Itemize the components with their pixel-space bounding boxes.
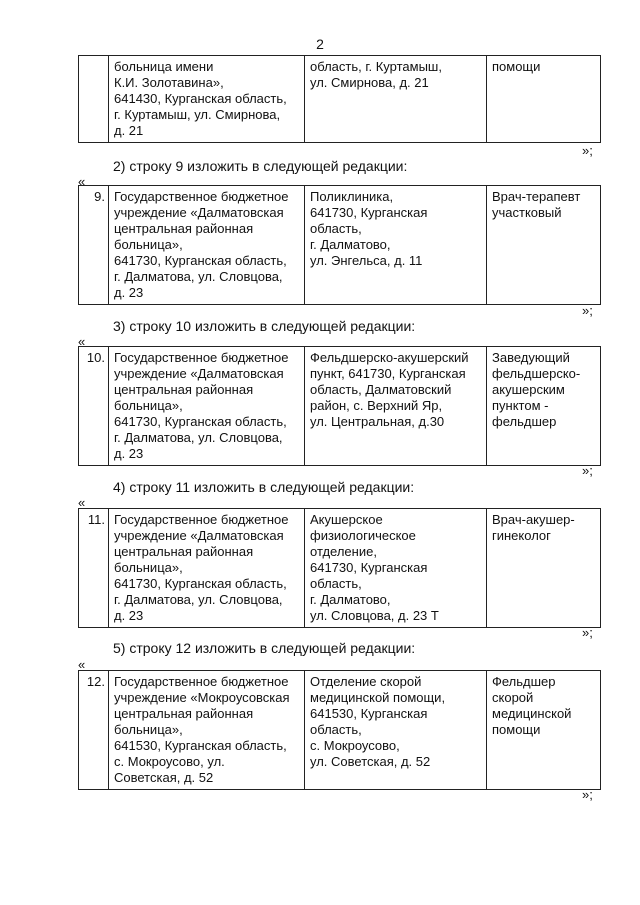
table-row-11 (78, 508, 601, 628)
organization-cell: Государственное бюджетное учреждение «Далматовская центральная районная больница», 641730, Курганская область, г. Далматова, ул. Словцова, д. 23 (109, 186, 305, 305)
row-number: 12. (79, 671, 109, 790)
organization-cell: Государственное бюджетное учреждение «Далматовская центральная районная больница», 641730, Курганская область, г. Далматова, ул. Словцова, д. 23 (109, 347, 305, 466)
opening-quote: « (78, 174, 86, 189)
location-cell: Отделение скорой медицинской помощи, 641530, Курганская область, с. Мокроусово, ул. Советская, д. 52 (305, 671, 487, 790)
page-number: 2 (316, 36, 324, 52)
row-number (79, 56, 109, 143)
table-row-12 (78, 670, 601, 790)
table-row (79, 56, 601, 143)
position-cell: помощи (487, 56, 601, 143)
opening-quote: « (78, 334, 86, 349)
organization-cell: Государственное бюджетное учреждение «Далматовская центральная районная больница», 641730, Курганская область, г. Далматова, ул. Словцова, д. 23 (109, 509, 305, 628)
organization-cell: больница имени К.И. Золотавина», 641430, Курганская область, г. Куртамыш, ул. Смирнова, д. 21 (109, 56, 305, 143)
row-number: 10. (79, 347, 109, 466)
closing-quote: »; (582, 303, 593, 318)
row-number: 11. (79, 509, 109, 628)
instruction-text: 5) строку 12 изложить в следующей редакции: (113, 640, 416, 656)
closing-quote: »; (582, 143, 593, 158)
position-cell: Заведующий фельдшерско- акушерским пунктом - фельдшер (487, 347, 601, 466)
closing-quote: »; (582, 463, 593, 478)
closing-quote: »; (582, 625, 593, 640)
table-row (79, 671, 601, 790)
opening-quote: « (78, 495, 86, 510)
row-number: 9. (79, 186, 109, 305)
position-cell: Врач-терапевт участковый (487, 186, 601, 305)
table-row-10 (78, 346, 601, 466)
table-fragment-1 (78, 55, 601, 143)
organization-cell: Государственное бюджетное учреждение «Мокроусовская центральная районная больница», 641530, Курганская область, с. Мокроусово, ул. Советская, д. 52 (109, 671, 305, 790)
table-row (79, 186, 601, 305)
location-cell: Фельдшерско-акушерский пункт, 641730, Курганская область, Далматовский район, с. Верхний Яр, ул. Центральная, д.30 (305, 347, 487, 466)
location-cell: область, г. Куртамыш, ул. Смирнова, д. 21 (305, 56, 487, 143)
position-cell: Врач-акушер- гинеколог (487, 509, 601, 628)
instruction-text: 4) строку 11 изложить в следующей редакции: (113, 479, 415, 495)
table-row-9 (78, 185, 601, 305)
location-cell: Поликлиника, 641730, Курганская область, г. Далматово, ул. Энгельса, д. 11 (305, 186, 487, 305)
closing-quote: »; (582, 787, 593, 802)
instruction-text: 3) строку 10 изложить в следующей редакции: (113, 318, 416, 334)
position-cell: Фельдшер скорой медицинской помощи (487, 671, 601, 790)
opening-quote: « (78, 657, 86, 672)
table-row (79, 509, 601, 628)
instruction-text: 2) строку 9 изложить в следующей редакции: (113, 158, 408, 174)
location-cell: Акушерское физиологическое отделение, 641730, Курганская область, г. Далматово, ул. Словцова, д. 23 Т (305, 509, 487, 628)
table-row (79, 347, 601, 466)
